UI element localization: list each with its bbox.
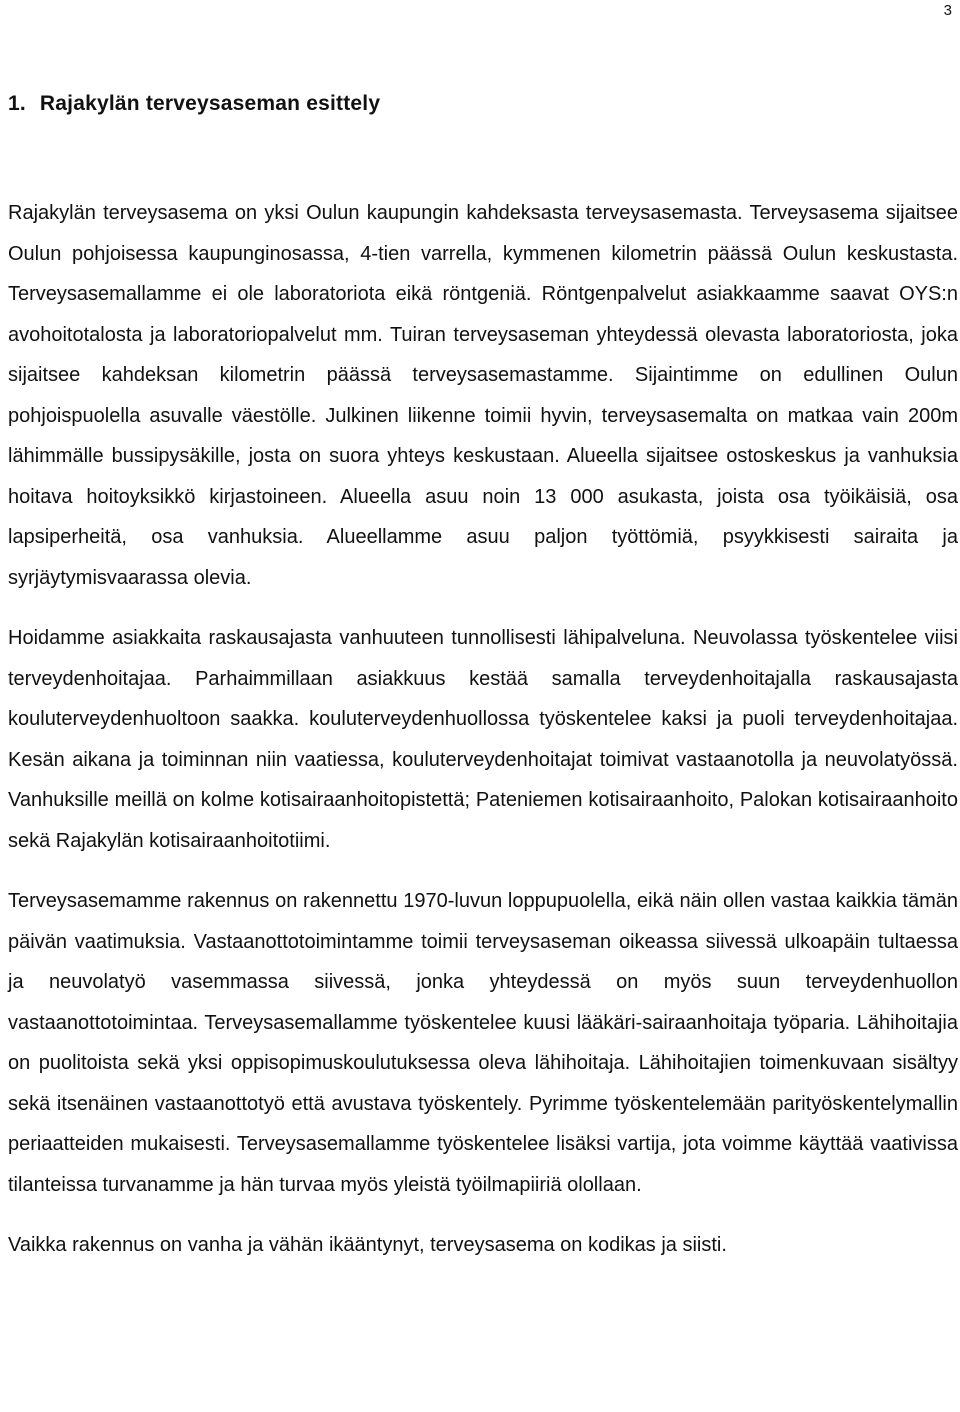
page-number: 3: [943, 2, 952, 19]
paragraph-closing: Vaikka rakennus on vanha ja vähän ikääntynyt, terveysasema on kodikas ja siisti.: [8, 1234, 727, 1256]
section-heading: [8, 92, 380, 116]
paragraph-services: Hoidamme asiakkaita raskausajasta vanhuuteen tunnollisesti lähipalveluna. Neuvolassa työskentelee viisi terveydenhoitajaa. Parhaimmillaan asiakkuus kestää samalla terveydenhoitajalla raskausajasta kouluterveydenhuoltoon saakka. kouluterveydenhuollossa työskentelee kaksi ja puoli terveydenhoitajaa. Kesän aikana ja toiminnan niin vaatiessa, kouluterveydenhoitajat toimivat vastaanotolla ja neuvolatyössä. Vanhuksille meillä on kolme kotisairaanhoitopistettä; Pateniemen kotisairaanhoito, Palokan kotisairaanhoito sekä Rajakylän kotisairaanhoitotiimi.: [8, 627, 958, 852]
paragraph-building: Terveysasemamme rakennus on rakennettu 1970-luvun loppupuolella, eikä näin ollen vastaa kaikkia tämän päivän vaatimuksia. Vastaanottotoimintamme toimii terveysaseman oikeassa siivessä ulkoapäin tultaessa ja neuvolatyö vasemmassa siivessä, jonka yhteydessä on myös suun terveydenhuollon vastaanottotoimintaa. Terveysasemallamme työskentelee kuusi lääkäri-sairaanhoitaja työparia. Lähihoitajia on puolitoista sekä yksi oppisopimuskoulutuksessa oleva lähihoitaja. Lähihoitajien toimenkuvaan sisältyy sekä itsenäinen vastaanottotyö että avustava työskentely. Pyrimme työskentelemään parityöskentelymallin periaatteiden mukaisesti. Terveysasemallamme työskentelee lisäksi vartija, jota voimme käyttää vaativissa tilanteissa turvanamme ja hän turvaa myös yleistä työilmapiiriä olollaan.: [8, 890, 958, 1196]
paragraph-intro: Rajakylän terveysasema on yksi Oulun kaupungin kahdeksasta terveysasemasta. Terveysasema sijaitsee Oulun pohjoisessa kaupunginosassa, 4-tien varrella, kymmenen kilometrin päässä Oulun keskustasta. Terveysasemallamme ei ole laboratoriota eikä röntgeniä. Röntgenpalvelut asiakkaamme saavat OYS:n avohoitotalosta ja laboratoriopalvelut mm. Tuiran terveysaseman yhteydessä olevasta laboratoriosta, joka sijaitsee kahdeksan kilometrin päässä terveysasemastamme. Sijaintimme on edullinen Oulun pohjoispuolella asuvalle väestölle. Julkinen liikenne toimii hyvin, terveysasemalta on matkaa vain 200m lähimmälle bussipysäkille, josta on suora yhteys keskustaan. Alueella sijaitsee ostoskeskus ja vanhuksia hoitava hoitoyksikkö kirjastoineen. Alueella asuu noin 13 000 asukasta, joista osa työikäisiä, osa lapsiperheitä, osa vanhuksia. Alueellamme asuu paljon työttömiä, psyykkisesti sairaita ja syrjäytymisvaarassa olevia.: [8, 202, 958, 589]
section-title: Rajakylän terveysaseman esittely: [39, 92, 381, 115]
document-body: [8, 193, 958, 1286]
section-number: 1.: [8, 92, 26, 115]
